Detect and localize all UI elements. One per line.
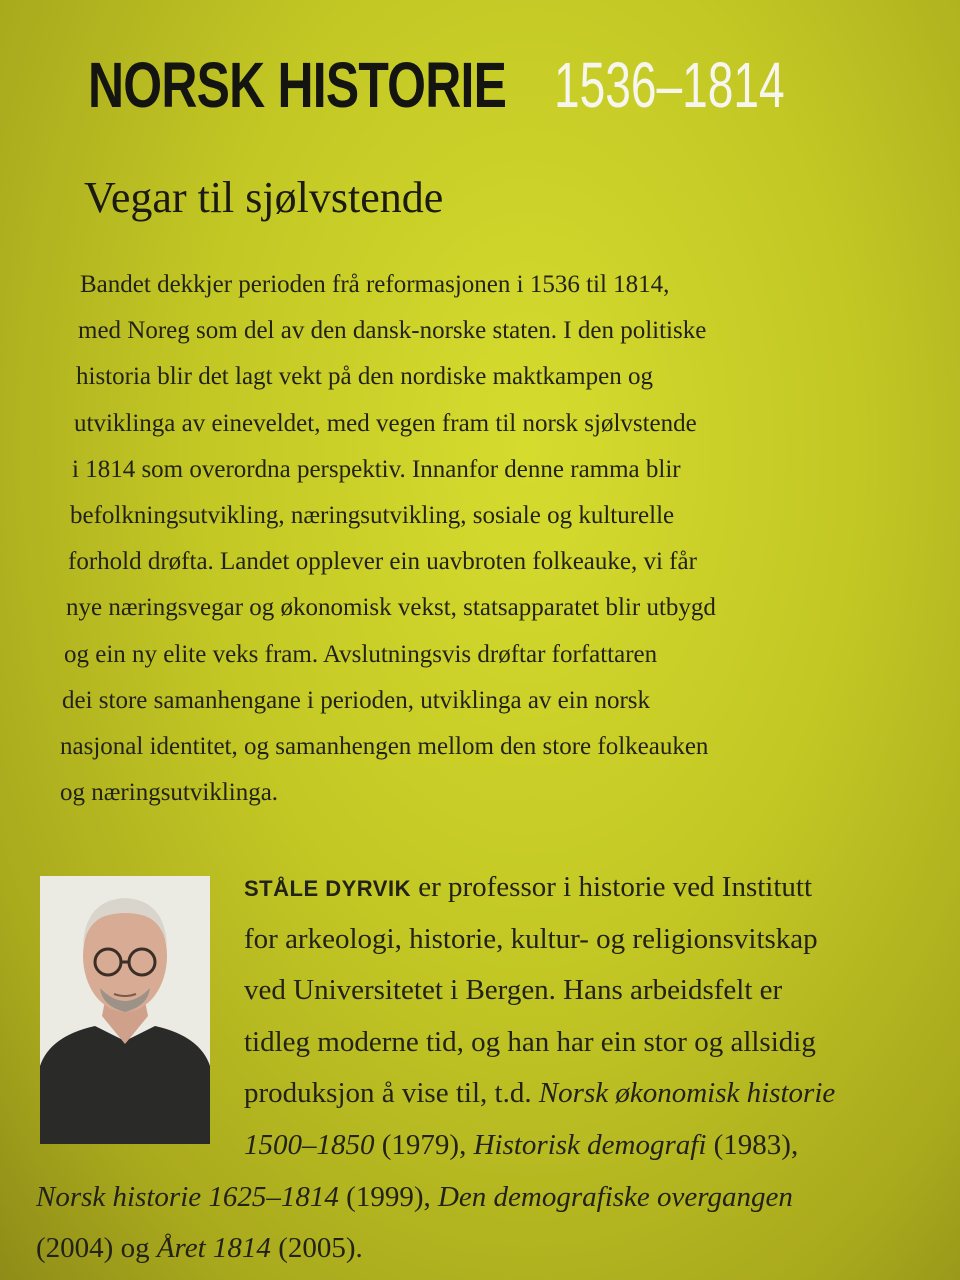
book-title-italic: Året 1814: [156, 1232, 271, 1265]
book-title: NORSK HISTORIE: [88, 49, 507, 121]
blurb-line: forhold drøfta. Landet opplever ein uavbroten folkeauke, vi får: [68, 548, 697, 576]
author-bio-line-7: [36, 1172, 936, 1224]
blurb-line: nye næringsvegar og økonomisk vekst, statsapparatet blir utbygd: [66, 594, 716, 622]
author-bio-text: (2004) og: [36, 1232, 157, 1265]
author-bio-text: produksjon å vise til, t.d.: [244, 1077, 539, 1110]
author-bio-text: er professor i historie ved Institutt: [410, 871, 813, 903]
book-title-italic: Norsk historie 1625–1814: [36, 1180, 339, 1213]
blurb-line: utviklinga av eineveldet, med vegen fram til norsk sjølvstende: [74, 409, 697, 437]
blurb-line: historia blir det lagt vekt på den nordiske maktkampen og: [76, 363, 653, 391]
blurb-line: i 1814 som overordna perspektiv. Innanfor denne ramma blir: [72, 455, 681, 483]
blurb-line: nasjonal identitet, og samanhengen mellom den store folkeauken: [60, 732, 709, 760]
author-bio-line-2: for arkeologi, historie, kultur- og religionsvitskap: [244, 922, 818, 955]
author-bio-text: (2005).: [270, 1232, 363, 1265]
book-title-years: 1536–1814: [554, 49, 785, 121]
author-bio-line-6: [36, 1120, 936, 1172]
book-title-italic: Norsk økonomisk historie: [538, 1077, 836, 1110]
book-title-italic: Den demografiske overgangen: [437, 1180, 793, 1213]
author-bio-line-3: ved Universitetet i Bergen. Hans arbeidsfelt er: [244, 974, 783, 1007]
author-bio: [36, 862, 936, 1275]
blurb-line: befolkningsutvikling, næringsutvikling, sosiale og kulturelle: [70, 501, 675, 529]
author-bio-line-1: [36, 862, 936, 914]
book-subtitle: Vegar til sjølvstende: [84, 173, 444, 222]
author-bio-line-4: tidleg moderne tid, og han har ein stor og allsidig: [244, 1025, 816, 1058]
blurb-line: dei store samanhengane i perioden, utviklinga av ein norsk: [62, 686, 651, 714]
author-name: STÅLE DYRVIK: [244, 876, 411, 901]
book-title-italic: Historisk demografi: [473, 1128, 707, 1161]
author-bio-line-5: [36, 1068, 936, 1120]
blurb: [60, 262, 860, 816]
book-title-italic: 1500–1850: [244, 1128, 375, 1161]
blurb-line: og ein ny elite veks fram. Avslutningsvis drøftar forfattaren: [64, 640, 658, 668]
blurb-line: og næringsutviklinga.: [60, 779, 279, 807]
blurb-line: Bandet dekkjer perioden frå reformasjonen i 1536 til 1814,: [80, 271, 670, 298]
author-bio-text: (1979),: [374, 1128, 474, 1161]
title-row: [88, 48, 874, 122]
blurb-line: med Noreg som del av den dansk-norske staten. I den politiske: [78, 317, 707, 345]
author-bio-line-8: [36, 1223, 936, 1275]
author-bio-text: (1983),: [706, 1128, 799, 1161]
author-bio-text: (1999),: [338, 1180, 438, 1213]
